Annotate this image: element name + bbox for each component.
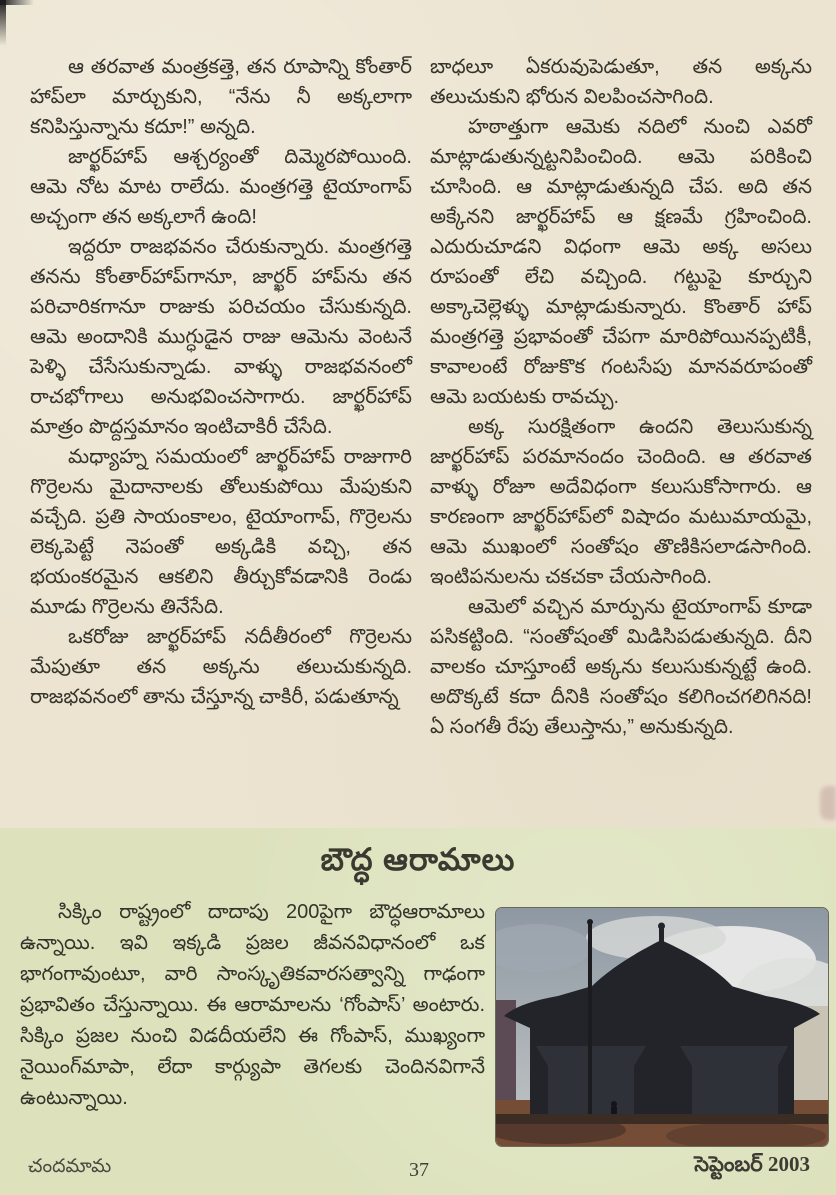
story-paragraph: మధ్యాహ్న సమయంలో జార్ఖర్‌హాప్ రాజుగారి గొర్రెలను మైదానాలకు తోలుకుపోయి మేపుకుని వచ్చేది. ప్రతి సాయంకాలం, టైయాంగాప్, గొర్రెలను లెక్కపెట్టే నెపంతో అక్కడికి వచ్చి, తన భయంకరమైన ఆకలిని తీర్చుకోవడానికి రెండు మూడు గొర్రెలను తినేసేది. xyxy=(30,446,412,618)
scan-artifact-top-edge xyxy=(0,0,34,5)
story-right-column xyxy=(430,52,812,742)
feature-title: బౌద్ధ ఆరామాలు xyxy=(320,842,516,877)
scan-artifact-right-smudge xyxy=(820,786,836,820)
scan-artifact-left-edge xyxy=(0,0,6,46)
feature-section xyxy=(0,828,836,1195)
story-paragraph: జార్ఖర్‌హాప్ ఆశ్చర్యంతో దిమ్మెరపోయింది. ఆమె నోట మాట రాలేదు. మంత్రగత్తె టైయాంగాప్ అచ్చంగా తన అక్కలాగే ఉంది! xyxy=(30,146,412,228)
story-paragraph: ఆమెలో వచ్చిన మార్పును టైయాంగాప్ కూడా పసికట్టింది. “సంతోషంతో మిడిసిపడుతున్నది. దీని వాలకం చూస్తూంటే అక్కను కలుసుకున్నట్టే ఉంది. అదొక్కటే కదా దీనికి సంతోషం కలిగించగలిగినది! ఏ సంగతీ రేపు తేలుస్తాను,” అనుకున్నది. xyxy=(430,596,812,738)
footer-page-number: 37 xyxy=(409,1159,429,1181)
feature-body xyxy=(0,887,836,1147)
story-paragraph: ఇద్దరూ రాజభవనం చేరుకున్నారు. మంత్రగత్తె తనను కోంతార్‌హాప్‌గానూ, జార్ఖర్ హాప్‌ను తన పరిచారికగానూ రాజుకు పరిచయం చేసుకున్నది. ఆమె అందానికి ముగ్ధుడైన రాజు ఆమెను వెంటనే పెళ్ళి చేసేసుకున్నాడు. వాళ్ళు రాజభవనంలో రాచభోగాలు అనుభవించసాగారు. జార్ఖర్‌హాప్ మాత్రం పొద్దస్తమానం ఇంటిచాకిరీ చేసేది. xyxy=(30,236,412,438)
monastery-photo-illustration xyxy=(496,908,828,1146)
page-footer xyxy=(28,1152,810,1182)
story-columns xyxy=(30,52,812,742)
monastery-photo xyxy=(495,907,829,1147)
story-paragraph: ఆ తరవాత మంత్రకత్తె, తన రూపాన్ని కోంతార్ హాప్‌లా మార్చుకుని, “నేను నీ అక్కలాగా కనిపిస్తున్నాను కదూ!” అన్నది. xyxy=(30,56,412,138)
feature-text: సిక్కిం రాష్ట్రంలో దాదాపు 200పైగా బౌద్ధఆరామాలు ఉన్నాయి. ఇవి ఇక్కడి ప్రజల జీవనవిధానంలో ఒక భాగంగావుంటూ, వారి సాంస్కృతికవారసత్వాన్ని గాఢంగా ప్రభావితం చేస్తున్నాయి. ఈ ఆరామాలను ‘గోంపాస్’ అంటారు. సిక్కిం ప్రజల నుంచి విడదీయలేని ఈ గోంపాస్, ముఖ్యంగా నైయింగ్‌మాపా, లేదా కార్గ్యుపా తెగలకు చెందినవిగానే ఉంటున్నాయి. xyxy=(20,901,485,1109)
story-paragraph: ఒకరోజు జార్ఖర్‌హాప్ నదీతీరంలో గొర్రెలను మేపుతూ తన అక్కను తలుచుకున్నది. రాజభవనంలో తాను చేస్తూన్న చాకిరీ, పడుతూన్న xyxy=(30,626,412,708)
story-paragraph: హఠాత్తుగా ఆమెకు నదిలో నుంచి ఎవరో మాట్లాడుతున్నట్టనిపించింది. ఆమె పరికించి చూసింది. ఆ మాట్లాడుతున్నది చేప. అది తన అక్కేనని జార్ఖర్‌హాప్ ఆ క్షణమే గ్రహించింది. ఎదురుచూడని విధంగా ఆమె అక్క అసలు రూపంతో లేచి వచ్చింది. గట్టుపై కూర్చుని అక్కాచెల్లెళ్ళు మాట్లాడుకున్నారు. కొంతార్ హాప్ మంత్రగత్తె ప్రభావంతో చేపగా మారిపోయినప్పటికీ, కావాలంటే రోజుకొక గంటసేపు మానవరూపంతో ఆమె బయటకు రావచ్చు. xyxy=(430,116,812,408)
footer-magazine-name: చందమామ xyxy=(28,1156,112,1177)
story-paragraph: అక్క సురక్షితంగా ఉందని తెలుసుకున్న జార్ఖర్‌హాప్ పరమానందం చెందింది. ఆ తరవాత వాళ్ళు రోజూ అదేవిధంగా కలుసుకోసాగారు. ఆ కారణంగా జార్ఖర్‌హాప్‌లో విషాదం మటుమాయమై, ఆమె ముఖంలో సంతోషం తొణికిసలాడసాగింది. ఇంటిపనులను చకచకా చేయసాగింది. xyxy=(430,416,812,588)
footer-issue-date: సెప్టెంబర్ 2003 xyxy=(694,1152,810,1176)
story-paragraph-continuation: బాధలూ ఏకరువుపెడుతూ, తన అక్కను తలుచుకుని భోరున విలపించసాగింది. xyxy=(430,56,812,108)
story-left-column xyxy=(30,52,412,742)
